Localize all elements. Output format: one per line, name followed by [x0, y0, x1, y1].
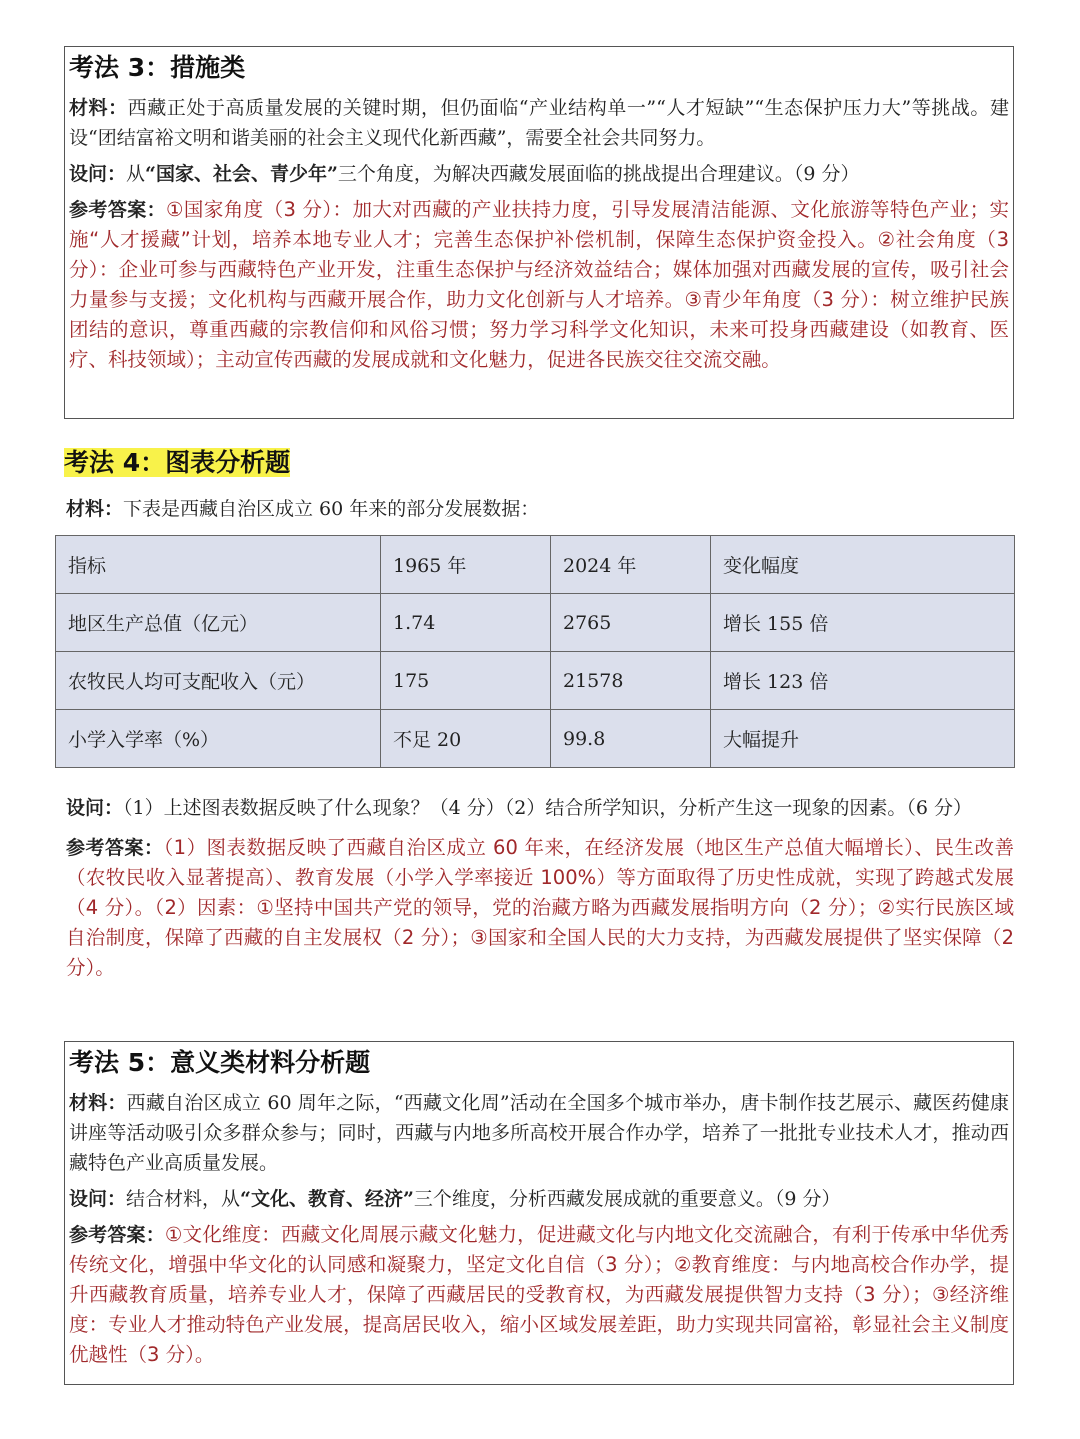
- table-cell: 大幅提升: [711, 710, 1015, 768]
- section-4-answer: [66, 833, 1014, 983]
- table-cell: 2765: [551, 594, 711, 652]
- material-text: 西藏自治区成立 60 周年之际，“西藏文化周”活动在全国多个城市举办，唐卡制作技艺展示、藏医药健康讲座等活动吸引众多群众参与；同时，西藏与内地多所高校开展合作办学，培养了一批批专业技术人才，推动西藏特色产业高质量发展。: [69, 1092, 1009, 1174]
- table-cell: 地区生产总值（亿元）: [56, 594, 381, 652]
- table-cell: 1.74: [381, 594, 551, 652]
- data-table: [55, 535, 1015, 768]
- table-row: [56, 594, 1015, 652]
- section-4-body: [66, 793, 1014, 989]
- answer-text: ①国家角度（3 分）：加大对西藏的产业扶持力度，引导发展清洁能源、文化旅游等特色产业；实施“人才援藏”计划，培养本地专业人才；完善生态保护补偿机制，保障生态保护资金投入。②社会角度（3 分）：企业可参与西藏特色产业开发，注重生态保护与经济效益结合；媒体加强对西藏发展的宣传，吸引社会力量参与支援；文化机构与西藏开展合作，助力文化创新与人才培养。③青少年角度（3 分）：树立维护民族团结的意识，尊重西藏的宗教信仰和风俗习惯；努力学习科学文化知识，未来可投身西藏建设（如教育、医疗、科技领域）；主动宣传西藏的发展成就和文化魅力，促进各民族交往交流交融。: [69, 198, 1009, 371]
- table-cell: 21578: [551, 652, 711, 710]
- material-text: 下表是西藏自治区成立 60 年来的部分发展数据：: [123, 498, 540, 520]
- material-label: 材料：: [69, 97, 128, 119]
- question-label: 设问：: [69, 163, 127, 185]
- table-cell: 175: [381, 652, 551, 710]
- table-header-cell: 变化幅度: [711, 536, 1015, 594]
- table-cell: 不足 20: [381, 710, 551, 768]
- question-text: （1）上述图表数据反映了什么现象？（4 分）（2）结合所学知识，分析产生这一现象的因素。（6 分）: [123, 797, 972, 819]
- section-5-title: 考法 5：意义类材料分析题: [69, 1048, 371, 1077]
- material-label: 材料：: [69, 1092, 127, 1114]
- section-3-material: [69, 93, 1009, 153]
- question-text-post: 三个维度，分析西藏发展成就的重要意义。（9 分）: [413, 1188, 841, 1210]
- section-4-material: [66, 494, 539, 524]
- section-3: [64, 46, 1014, 419]
- table-row: [56, 652, 1015, 710]
- section-4-question: [66, 793, 1014, 823]
- question-text-post: 三个角度，为解决西藏发展面临的挑战提出合理建议。（9 分）: [337, 163, 860, 185]
- table-row: [56, 710, 1015, 768]
- question-label: 设问：: [69, 1188, 127, 1210]
- answer-label: 参考答案：: [69, 1224, 165, 1246]
- answer-label: 参考答案：: [69, 199, 167, 221]
- table-header-cell: 2024 年: [551, 536, 711, 594]
- section-4-title-text: 考法 4：图表分析题: [64, 448, 291, 477]
- answer-text: （1）图表数据反映了西藏自治区成立 60 年来，在经济发展（地区生产总值大幅增长）、民生改善（农牧民收入显著提高）、教育发展（小学入学率接近 100%）等方面取得了历史性成就，实现了跨越式发展（4 分）。（2）因素：①坚持中国共产党的领导，党的治藏方略为西藏发展指明方向（2 分）；②实行民族区域自治制度，保障了西藏的自主发展权（2 分）；③国家和全国人民的大力支持，为西藏发展提供了坚实保障（2 分）。: [66, 836, 1014, 979]
- table-header-cell: 指标: [56, 536, 381, 594]
- table-header-cell: 1965 年: [381, 536, 551, 594]
- answer-label: 参考答案：: [66, 837, 164, 859]
- table-header-row: [56, 536, 1015, 594]
- question-label: 设问：: [66, 797, 124, 819]
- section-5: [64, 1041, 1014, 1385]
- question-text-pre: 结合材料，从: [126, 1188, 241, 1210]
- table-cell: 增长 123 倍: [711, 652, 1015, 710]
- table-cell: 小学入学率（%）: [56, 710, 381, 768]
- question-emphasis: “国家、社会、青少年”: [145, 163, 338, 185]
- section-5-answer: [69, 1220, 1009, 1370]
- section-3-question: [69, 159, 1009, 189]
- section-3-answer: [69, 195, 1009, 375]
- material-label: 材料：: [66, 498, 124, 520]
- section-4-title: [64, 446, 290, 480]
- table-cell: 99.8: [551, 710, 711, 768]
- table-cell: 增长 155 倍: [711, 594, 1015, 652]
- section-5-question: [69, 1184, 1009, 1214]
- question-emphasis: “文化、教育、经济”: [240, 1188, 414, 1210]
- section-5-material: [69, 1088, 1009, 1178]
- table-cell: 农牧民人均可支配收入（元）: [56, 652, 381, 710]
- question-text-pre: 从: [126, 163, 146, 185]
- material-text: 西藏正处于高质量发展的关键时期，但仍面临“产业结构单一”“人才短缺”“生态保护压力大”等挑战。建设“团结富裕文明和谐美丽的社会主义现代化新西藏”，需要全社会共同努力。: [69, 97, 1009, 149]
- answer-text: ①文化维度：西藏文化周展示藏文化魅力，促进藏文化与内地文化交流融合，有利于传承中华优秀传统文化，增强中华文化的认同感和凝聚力，坚定文化自信（3 分）；②教育维度：与内地高校合作办学，提升西藏教育质量，培养专业人才，保障了西藏居民的受教育权，为西藏发展提供智力支持（3 分）；③经济维度：专业人才推动特色产业发展，提高居民收入，缩小区域发展差距，助力实现共同富裕，彰显社会主义制度优越性（3 分）。: [69, 1223, 1009, 1366]
- section-3-title: 考法 3：措施类: [69, 53, 246, 82]
